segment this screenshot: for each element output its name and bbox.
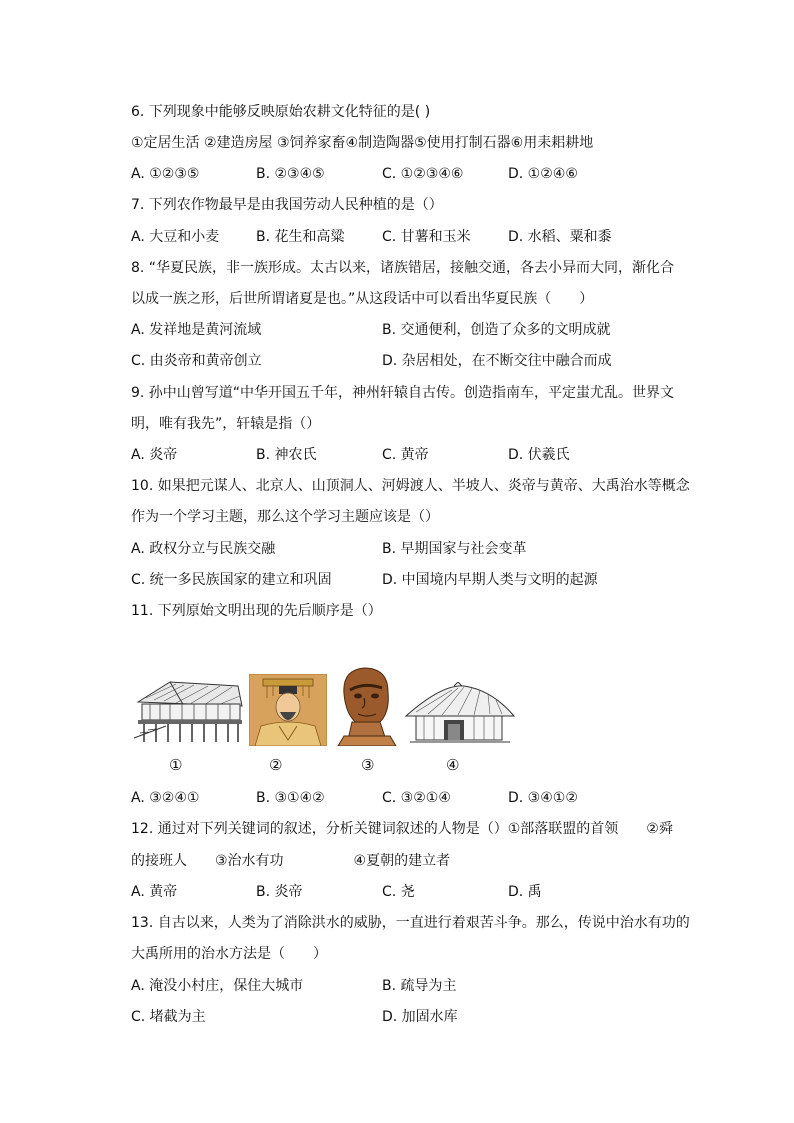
q7-option-b: B. 花生和高粱 — [256, 229, 345, 245]
q11-stem: 11. 下列原始文明出现的先后顺序是（） — [131, 603, 382, 619]
q8-stem-line2: 以成一族之形，后世所谓诸夏是也。”从这段话中可以看出华夏民族（ ） — [131, 291, 594, 307]
q11-option-c: C. ③②①④ — [382, 790, 451, 806]
q7-option-d: D. 水稻、粟和黍 — [508, 229, 612, 245]
q12-stem-line2: 的接班人 ③治水有功 ④夏朝的建立者 — [131, 853, 451, 869]
q10-option-a: A. 政权分立与民族交融 — [131, 541, 276, 557]
q12-stem-line1: 12. 通过对下列关键词的叙述，分析关键词叙述的人物是（）①部落联盟的首领 ②舜 — [131, 821, 673, 837]
q13-option-d: D. 加固水库 — [382, 1009, 458, 1025]
q13-option-a: A. 淹没小村庄，保住大城市 — [131, 978, 304, 994]
q10-option-d: D. 中国境内早期人类与文明的起源 — [382, 572, 598, 588]
q12-option-c: C. 尧 — [382, 884, 415, 900]
q10-option-c: C. 统一多民族国家的建立和巩固 — [131, 572, 332, 588]
q7-option-a: A. 大豆和小麦 — [131, 229, 220, 245]
q11-option-b: B. ③①④② — [256, 790, 325, 806]
q6-option-c: C. ①②③④⑥ — [382, 166, 464, 182]
early-human-bust-image — [330, 664, 398, 746]
q13-option-b: B. 疏导为主 — [382, 978, 457, 994]
q11-caption-3: ③ — [361, 756, 375, 774]
q6-option-d: D. ①②④⑥ — [508, 166, 578, 182]
q11-caption-4: ④ — [446, 756, 460, 774]
thatched-hut-image — [402, 682, 516, 744]
q8-option-d: D. 杂居相处，在不断交往中融合而成 — [382, 353, 612, 369]
q9-option-b: B. 神农氏 — [256, 447, 317, 463]
q12-option-a: A. 黄帝 — [131, 884, 178, 900]
stilt-house-image — [130, 676, 245, 744]
q8-option-a: A. 发祥地是黄河流域 — [131, 322, 262, 338]
emperor-portrait-image — [249, 674, 327, 746]
q6-option-a: A. ①②③⑤ — [131, 166, 200, 182]
q6-items: ①定居生活 ②建造房屋 ③饲养家畜④制造陶器⑤使用打制石器⑥用耒耜耕地 — [131, 135, 594, 151]
q9-stem-line2: 明，唯有我先”，轩辕是指（） — [131, 416, 321, 432]
q12-option-b: B. 炎帝 — [256, 884, 303, 900]
q11-option-a: A. ③②④① — [131, 790, 200, 806]
q10-option-b: B. 早期国家与社会变革 — [382, 541, 527, 557]
q8-option-b: B. 交通便利，创造了众多的文明成就 — [382, 322, 611, 338]
q10-stem-line1: 10. 如果把元谋人、北京人、山顶洞人、河姆渡人、半坡人、炎帝与黄帝、大禹治水等概念 — [131, 478, 690, 494]
q10-stem-line2: 作为一个学习主题，那么这个学习主题应该是（） — [131, 509, 439, 525]
q7-stem: 7. 下列农作物最早是由我国劳动人民种植的是（） — [131, 197, 443, 213]
q9-option-d: D. 伏羲氏 — [508, 447, 570, 463]
q13-stem-line1: 13. 自古以来，人类为了消除洪水的威胁，一直进行着艰苦斗争。那么，传说中治水有功的 — [131, 915, 690, 931]
q9-option-c: C. 黄帝 — [382, 447, 429, 463]
q9-stem-line1: 9. 孙中山曾写道“中华开国五千年，神州轩辕自古传。创造指南车，平定蚩尤乱。世界文 — [131, 385, 675, 401]
q7-option-c: C. 甘薯和玉米 — [382, 229, 471, 245]
q13-stem-line2: 大禹所用的治水方法是（ ） — [131, 946, 327, 962]
q13-option-c: C. 堵截为主 — [131, 1009, 206, 1025]
q6-stem: 6. 下列现象中能够反映原始农耕文化特征的是( ) — [131, 104, 431, 120]
q6-option-b: B. ②③④⑤ — [256, 166, 325, 182]
q12-option-d: D. 禹 — [508, 884, 542, 900]
q8-option-c: C. 由炎帝和黄帝创立 — [131, 353, 262, 369]
q11-caption-2: ② — [269, 756, 283, 774]
q9-option-a: A. 炎帝 — [131, 447, 178, 463]
q8-stem-line1: 8. “华夏民族，非一族形成。太古以来，诸族错居，接触交通，各去小异而大同，渐化合 — [131, 260, 675, 276]
q11-option-d: D. ③④①② — [508, 790, 578, 806]
q11-caption-1: ① — [169, 756, 183, 774]
